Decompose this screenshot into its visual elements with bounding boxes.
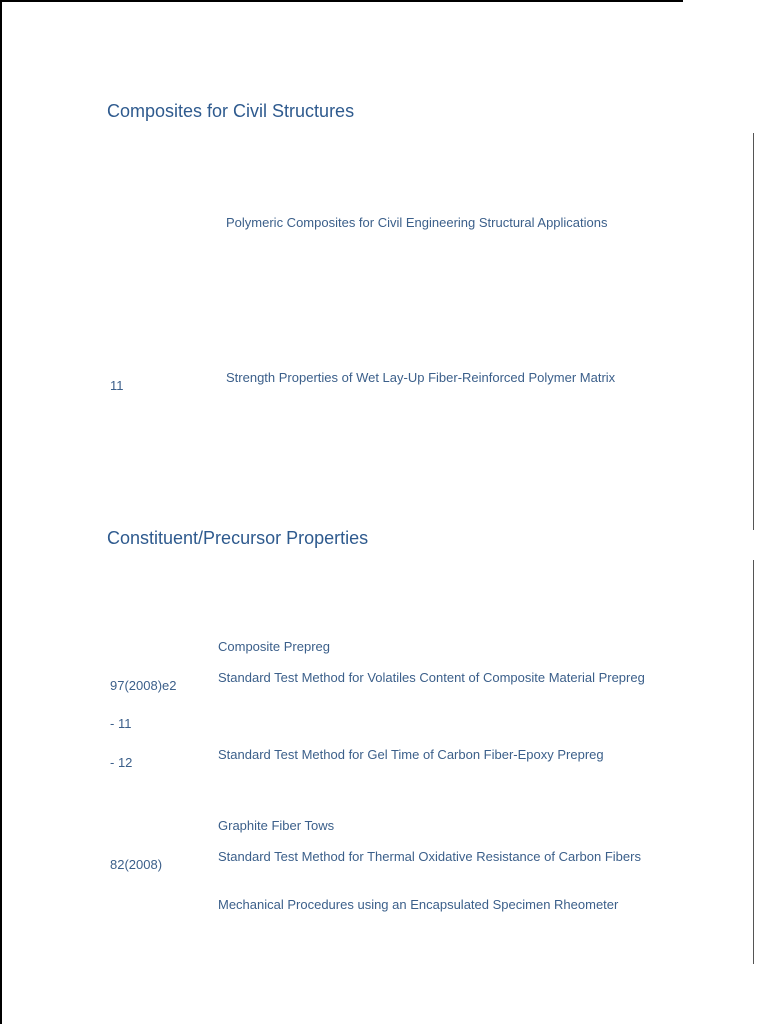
- group-label: Graphite Fiber Tows: [218, 818, 335, 833]
- section-heading-constituent-properties: Constituent/Precursor Properties: [107, 528, 369, 548]
- standard-code: 97(2008)e2: [110, 678, 177, 693]
- standard-title: Standard Test Method for Volatiles Content of Composite Material Prepreg: [218, 670, 645, 685]
- margin-rule-top: [753, 133, 754, 530]
- standard-title: Standard Test Method for Gel Time of Carbon Fiber-Epoxy Prepreg: [218, 747, 604, 762]
- standard-code: 82(2008): [110, 857, 163, 872]
- standard-code: - 12: [110, 755, 133, 770]
- group-label: Composite Prepreg: [218, 639, 330, 654]
- standard-code: 11: [110, 378, 124, 393]
- margin-rule-bottom: [753, 560, 754, 964]
- standard-title: Mechanical Procedures using an Encapsulated Specimen Rheometer: [218, 897, 619, 912]
- standard-title: Polymeric Composites for Civil Engineering Structural Applications: [226, 215, 608, 230]
- standard-code: - 11: [110, 716, 132, 731]
- section-heading-civil-structures: Composites for Civil Structures: [107, 101, 355, 121]
- standard-title: Standard Test Method for Thermal Oxidative Resistance of Carbon Fibers: [218, 849, 641, 864]
- page-top-border: [0, 0, 683, 2]
- page-left-border: [0, 0, 2, 1024]
- standard-title: Strength Properties of Wet Lay-Up Fiber-Reinforced Polymer Matrix: [226, 370, 616, 385]
